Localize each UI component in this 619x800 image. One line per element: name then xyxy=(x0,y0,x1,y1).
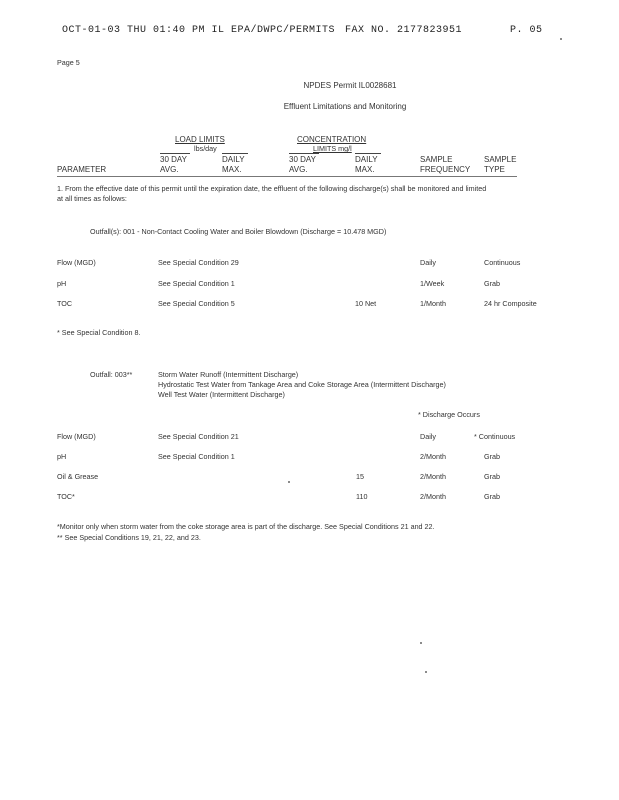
sample-frequency-header-1: SAMPLE xyxy=(420,155,453,164)
conc-avg-header-1: 30 DAY xyxy=(289,155,316,164)
permit-subtitle: Effluent Limitations and Monitoring xyxy=(283,102,407,111)
outfall-003-label: Outfall: 003** xyxy=(90,370,133,379)
parameter-header: PARAMETER xyxy=(57,165,107,174)
frequency-cell: 1/Month xyxy=(420,299,446,308)
load-limits-header: LOAD LIMITS xyxy=(175,135,225,144)
frequency-cell: 2/Month xyxy=(420,492,446,501)
frequency-cell: 2/Month xyxy=(420,472,446,481)
footnote-1: *Monitor only when storm water from the coke storage area is part of the discharge. See Special Conditions 21 and 22. xyxy=(57,522,435,531)
limit-cell: See Special Condition 1 xyxy=(158,279,235,288)
type-cell: Grab xyxy=(484,492,500,501)
load-max-header-2: MAX. xyxy=(222,165,242,174)
outfall-003-line-3: Well Test Water (Intermittent Discharge) xyxy=(158,390,285,399)
permit-title: NPDES Permit IL0028681 xyxy=(303,81,397,90)
type-cell: Continuous xyxy=(484,258,521,267)
type-cell: Grab xyxy=(484,279,500,288)
param-cell: pH xyxy=(57,279,67,288)
outfall-001-title: Outfall(s): 001 - Non-Contact Cooling Water and Boiler Blowdown (Discharge = 10.478 MGD) xyxy=(90,227,387,236)
conc-avg-header-2: AVG. xyxy=(289,165,308,174)
param-cell: Flow (MGD) xyxy=(57,432,96,441)
discharge-occurs-label: * Discharge Occurs xyxy=(418,410,480,419)
sample-frequency-header-2: FREQUENCY xyxy=(420,165,471,174)
param-cell: Flow (MGD) xyxy=(57,258,96,267)
page-label: Page 5 xyxy=(57,58,80,67)
conc-cell: 10 Net xyxy=(355,299,377,308)
load-limits-unit: lbs/day xyxy=(194,144,217,153)
fax-page-number: P. 05 xyxy=(510,25,543,36)
concentration-unit: LIMITS mg/l xyxy=(313,144,352,153)
param-cell: TOC* xyxy=(57,492,75,501)
conc-cell: 110 xyxy=(356,492,368,501)
intro-line-2: at all times as follows: xyxy=(57,194,127,203)
outfall-001-note: * See Special Condition 8. xyxy=(57,328,141,337)
limit-cell: See Special Condition 29 xyxy=(158,258,239,267)
limit-cell: See Special Condition 5 xyxy=(158,299,235,308)
sample-type-header-1: SAMPLE xyxy=(484,155,517,164)
type-cell: Grab xyxy=(484,472,500,481)
frequency-cell: Daily xyxy=(420,432,436,441)
footnote-2: ** See Special Conditions 19, 21, 22, and 23. xyxy=(57,533,201,542)
param-cell: TOC xyxy=(57,299,73,308)
conc-max-header-2: MAX. xyxy=(355,165,375,174)
param-cell: Oil & Grease xyxy=(57,472,99,481)
load-avg-header-1: 30 DAY xyxy=(160,155,187,164)
frequency-cell: 2/Month xyxy=(420,452,446,461)
conc-max-header-1: DAILY xyxy=(355,155,378,164)
limit-cell: See Special Condition 1 xyxy=(158,452,235,461)
param-cell: pH xyxy=(57,452,67,461)
type-cell: 24 hr Composite xyxy=(484,299,537,308)
outfall-003-line-1: Storm Water Runoff (Intermittent Discharge) xyxy=(158,370,299,379)
intro-line-1: 1. From the effective date of this permit until the expiration date, the effluent of the following discharge(s) shall be monitored and limited xyxy=(57,184,487,193)
limit-cell: See Special Condition 21 xyxy=(158,432,239,441)
load-max-header-1: DAILY xyxy=(222,155,245,164)
type-cell: * Continuous xyxy=(474,432,516,441)
conc-cell: 15 xyxy=(356,472,364,481)
type-cell: Grab xyxy=(484,452,500,461)
concentration-header: CONCENTRATION xyxy=(297,135,367,144)
fax-header-left: OCT-01-03 THU 01:40 PM IL EPA/DWPC/PERMITS xyxy=(62,25,336,36)
fax-number: FAX NO. 2177823951 xyxy=(345,25,463,36)
sample-type-header-2: TYPE xyxy=(484,165,505,174)
frequency-cell: Daily xyxy=(420,258,436,267)
outfall-003-line-2: Hydrostatic Test Water from Tankage Area and Coke Storage Area (Intermittent Discharge) xyxy=(158,380,446,389)
frequency-cell: 1/Week xyxy=(420,279,445,288)
load-avg-header-2: AVG. xyxy=(160,165,179,174)
